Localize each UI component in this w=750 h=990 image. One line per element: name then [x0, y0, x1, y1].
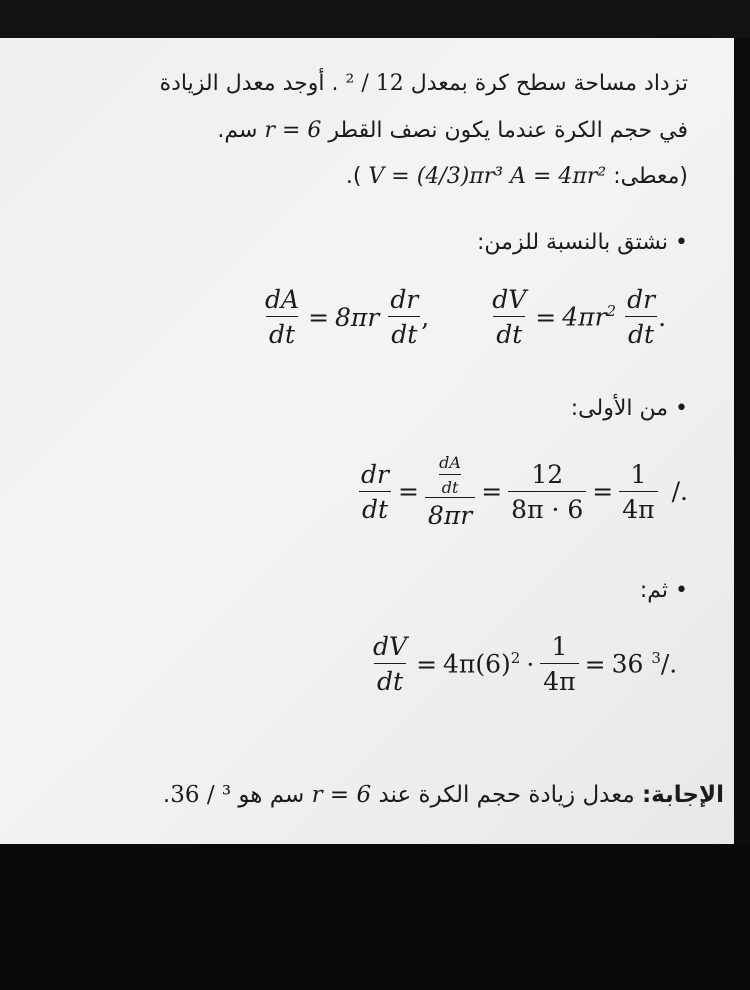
dt-denominator: dt: [625, 316, 657, 349]
dV-dt-computation: $\frac{dV}{dt}$ = $4\pi(6)^2$ · $\frac{1}{4\pi}$ = 36 $^3$/.: [370, 632, 677, 696]
denominator-4pi: 4π: [619, 491, 657, 524]
comma: ,: [421, 302, 430, 332]
dA-numerator: dA: [265, 285, 300, 314]
step-differentiate-heading: • نشتق بالنسبة للزمن:: [477, 230, 688, 255]
dV-dt-fraction: [489, 285, 529, 349]
step-then-heading: • ثم:: [639, 578, 688, 603]
answer-value: 36: [170, 782, 200, 808]
dV-dt-fraction: [370, 632, 410, 696]
numerator-1: 1: [630, 459, 647, 489]
volume-formula: V = (4/3)πr³: [368, 164, 504, 189]
answer-text: معدل زيادة حجم الكرة عند: [378, 782, 635, 808]
substitution: $4\pi(6)^2$: [443, 649, 521, 679]
equals-sign: =: [308, 302, 330, 332]
equals-sign: =: [535, 302, 557, 332]
numerator-12: 12: [531, 459, 564, 489]
step-from-first-heading: • من الأولى:: [570, 396, 688, 421]
dr-numerator: dr: [361, 459, 389, 489]
nested-fraction: [425, 453, 475, 530]
radius-condition: r = 6: [264, 118, 322, 143]
dV-numerator: dV: [492, 285, 527, 314]
result-fraction: [619, 460, 657, 524]
bottom-dark-area: [0, 844, 750, 990]
answer-rate-unit: / ³: [206, 782, 232, 808]
eight-pi-r: 8πr: [425, 497, 475, 530]
answer-label: الإجابة:: [641, 782, 724, 808]
one-over-four-pi: $\frac{1}{4\pi}$: [540, 632, 578, 696]
dA-dt-fraction: [262, 285, 302, 349]
dr-numerator: dr: [390, 285, 419, 314]
volume-derivative-coef: $4\pi r^2$: [562, 302, 617, 332]
dt-denominator: dt: [266, 316, 298, 349]
dr-dt-fraction: [358, 460, 392, 524]
given-label: (معطى:: [613, 164, 688, 189]
dt-denominator: dt: [493, 316, 525, 349]
dt-denominator: dt: [388, 316, 420, 349]
answer-radius: r = 6: [311, 782, 372, 808]
answer-unit-text: سم هو: [238, 782, 305, 808]
solution-sheet: [0, 38, 734, 844]
small-dA-dt: $\frac{dA}{dt}$: [439, 453, 461, 497]
numeric-fraction: [508, 460, 586, 524]
final-answer: [163, 782, 724, 808]
area-formula: A = 4πr²: [510, 164, 607, 189]
rate-unit: /.: [671, 477, 688, 506]
problem-line-3: [346, 164, 688, 189]
area-derivative-coef: 8πr: [335, 302, 380, 332]
dV-numerator: dV: [373, 632, 408, 661]
denominator-8pi6: 8π · 6: [508, 491, 586, 524]
problem-line-2: [217, 118, 688, 143]
problem-line-1: [160, 71, 688, 96]
problem-line-1-tail: . أوجد معدل الزيادة: [159, 71, 339, 96]
dot-operator: ·: [526, 649, 535, 679]
problem-line-2-text: في حجم الكرة عندما يكون نصف القطر: [328, 118, 688, 143]
derivative-equations: [262, 285, 666, 349]
radius-unit: سم.: [217, 118, 258, 143]
dr-dt-fraction: [624, 285, 658, 349]
result-value: 36 $^3$/.: [611, 649, 678, 679]
answer-end: .: [162, 782, 171, 808]
dr-dt-fraction: [387, 285, 421, 349]
dt-denominator: dt: [359, 491, 391, 524]
period: .: [658, 302, 667, 332]
dr-numerator: dr: [627, 285, 656, 314]
dt-denominator: dt: [374, 663, 406, 696]
problem-rate-value: 12: [375, 71, 404, 96]
top-bar: [0, 0, 750, 38]
problem-line-1-text: تزداد مساحة سطح كرة بمعدل: [410, 71, 688, 96]
dr-dt-computation: $\frac{dr}{dt}$ = $\frac{\frac{dA}{dt}}{8\pi r}$ = $\frac{12}{8\pi \cdot 6}$ = $\frac{1}{4\pi}$ /.: [358, 453, 688, 530]
problem-rate-unit: / ²: [345, 71, 369, 96]
given-end: ).: [345, 164, 362, 189]
